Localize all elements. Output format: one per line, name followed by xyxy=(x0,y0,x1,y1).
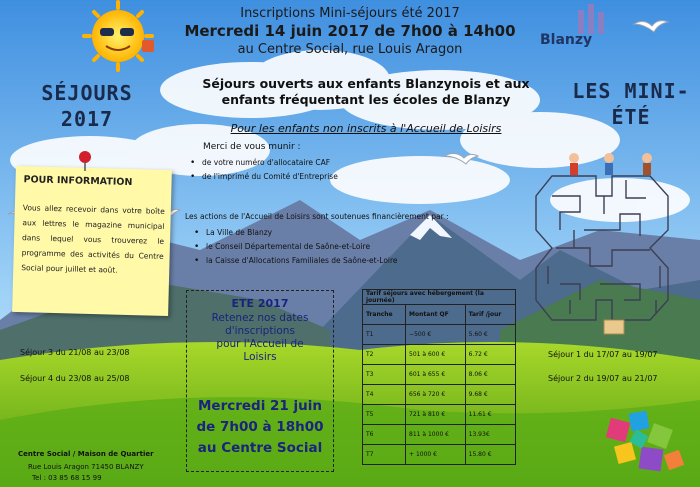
ete-sub-line: pour l'Accueil de xyxy=(216,338,304,350)
merci-list xyxy=(188,156,338,184)
open-to-children-text xyxy=(196,76,536,108)
ete-2017-title: ETE 2017 xyxy=(231,297,289,310)
header-line-1: Inscriptions Mini-séjours été 2017 xyxy=(240,6,460,21)
sejour-3-dates: Séjour 3 du 21/08 au 23/08 xyxy=(20,348,130,357)
centre-social-phone: Tel : 03 85 68 15 99 xyxy=(32,474,102,482)
list-item: • le Conseil Départemental de Saône-et-Loire xyxy=(192,240,398,254)
centre-social-name: Centre Social / Maison de Quartier xyxy=(18,450,154,458)
table-cell: 9.68 € xyxy=(465,385,515,405)
sejours-title-line-2: 2017 xyxy=(60,107,114,131)
sejour-1-dates: Séjour 1 du 17/07 au 19/07 xyxy=(548,350,658,359)
table-cell: −500 € xyxy=(406,325,466,345)
list-item: • de l'imprimé du Comité d'Entreprise xyxy=(188,170,338,184)
table-row xyxy=(363,345,516,365)
ete-date-line: de 7h00 à 18h00 xyxy=(196,419,324,435)
table-header: Tranche xyxy=(363,305,406,325)
ete-sub-line: Retenez nos dates xyxy=(211,312,309,324)
non-inscrits-note: Pour les enfants non inscrits à l'Accueil de Loisirs xyxy=(230,122,502,135)
table-cell: T4 xyxy=(363,385,406,405)
table-header: Montant QF xyxy=(406,305,466,325)
tarif-caption: Tarif séjours avec hébergement (la journée) xyxy=(363,290,516,305)
table-cell: 15.80 € xyxy=(465,445,515,465)
list-item: • la Caisse d'Allocations Familiales de Saône-et-Loire xyxy=(192,254,398,268)
ete-sub-line: d'inscriptions xyxy=(225,325,295,337)
sejour-4-dates: Séjour 4 du 23/08 au 25/08 xyxy=(20,374,130,383)
sejours-2017-title xyxy=(12,80,162,132)
merci-title: Merci de vous munir : xyxy=(203,142,301,152)
table-cell: 601 à 655 € xyxy=(406,365,466,385)
ete-date-line: au Centre Social xyxy=(197,440,323,456)
table-row xyxy=(363,325,516,345)
mini-ete-title xyxy=(566,78,696,130)
note-title: POUR INFORMATION xyxy=(23,174,133,189)
table-cell: T2 xyxy=(363,345,406,365)
list-item: • de votre numéro d'allocataire CAF xyxy=(188,156,338,170)
open-line-1: Séjours ouverts aux enfants Blanzynois et aux xyxy=(202,76,530,91)
list-item: • La Ville de Blanzy xyxy=(192,226,398,240)
open-line-2: enfants fréquentant les écoles de Blanzy xyxy=(221,92,511,107)
table-cell: 721 à 810 € xyxy=(406,405,466,425)
table-cell: + 1000 € xyxy=(406,445,466,465)
sticky-note xyxy=(12,166,172,316)
table-cell: 501 à 600 € xyxy=(406,345,466,365)
table-cell: T1 xyxy=(363,325,406,345)
sejour-2-dates: Séjour 2 du 19/07 au 21/07 xyxy=(548,374,658,383)
actions-title: Les actions de l'Accueil de Loisirs sont soutenues financièrement par : xyxy=(185,212,449,221)
centre-social-address: Rue Louis Aragon 71450 BLANZY xyxy=(28,463,144,471)
table-row xyxy=(363,385,516,405)
table-row xyxy=(363,405,516,425)
table-cell: 13.93€ xyxy=(465,425,515,445)
ete-2017-date xyxy=(186,396,334,459)
table-cell: 811 à 1000 € xyxy=(406,425,466,445)
table-header: Tarif /jour xyxy=(465,305,515,325)
ete-2017-subtitle xyxy=(186,312,334,364)
table-cell: T5 xyxy=(363,405,406,425)
funders-list xyxy=(192,226,398,268)
header-location: au Centre Social, rue Louis Aragon xyxy=(237,42,463,57)
table-row xyxy=(363,425,516,445)
table-cell: 11.61 € xyxy=(465,405,515,425)
table-cell: 8.06 € xyxy=(465,365,515,385)
header-date: Mercredi 14 juin 2017 de 7h00 à 14h00 xyxy=(184,22,516,40)
table-row xyxy=(363,365,516,385)
pushpin-icon xyxy=(78,150,92,172)
table-cell: 6.72 € xyxy=(465,345,515,365)
table-cell: T3 xyxy=(363,365,406,385)
mini-title-line-2: ÉTÉ xyxy=(611,105,651,129)
ete-sub-line: Loisirs xyxy=(243,351,277,363)
table-cell: 5.60 € xyxy=(465,325,515,345)
tarif-table xyxy=(362,289,516,465)
table-cell: T6 xyxy=(363,425,406,445)
ete-date-line: Mercredi 21 juin xyxy=(197,398,323,414)
table-cell: 656 à 720 € xyxy=(406,385,466,405)
note-body: Vous allez recevoir dans votre boîte aux lettres le magazine municipal dans lequel vous trouverez le programme des activités du Centre Social pour juillet et août. xyxy=(21,203,165,275)
sejours-title-line-1: SÉJOURS xyxy=(41,81,133,105)
blanzy-logo: Blanzy xyxy=(540,32,593,48)
table-row xyxy=(363,445,516,465)
table-cell: T7 xyxy=(363,445,406,465)
mini-title-line-1: LES MINI- xyxy=(572,79,690,103)
